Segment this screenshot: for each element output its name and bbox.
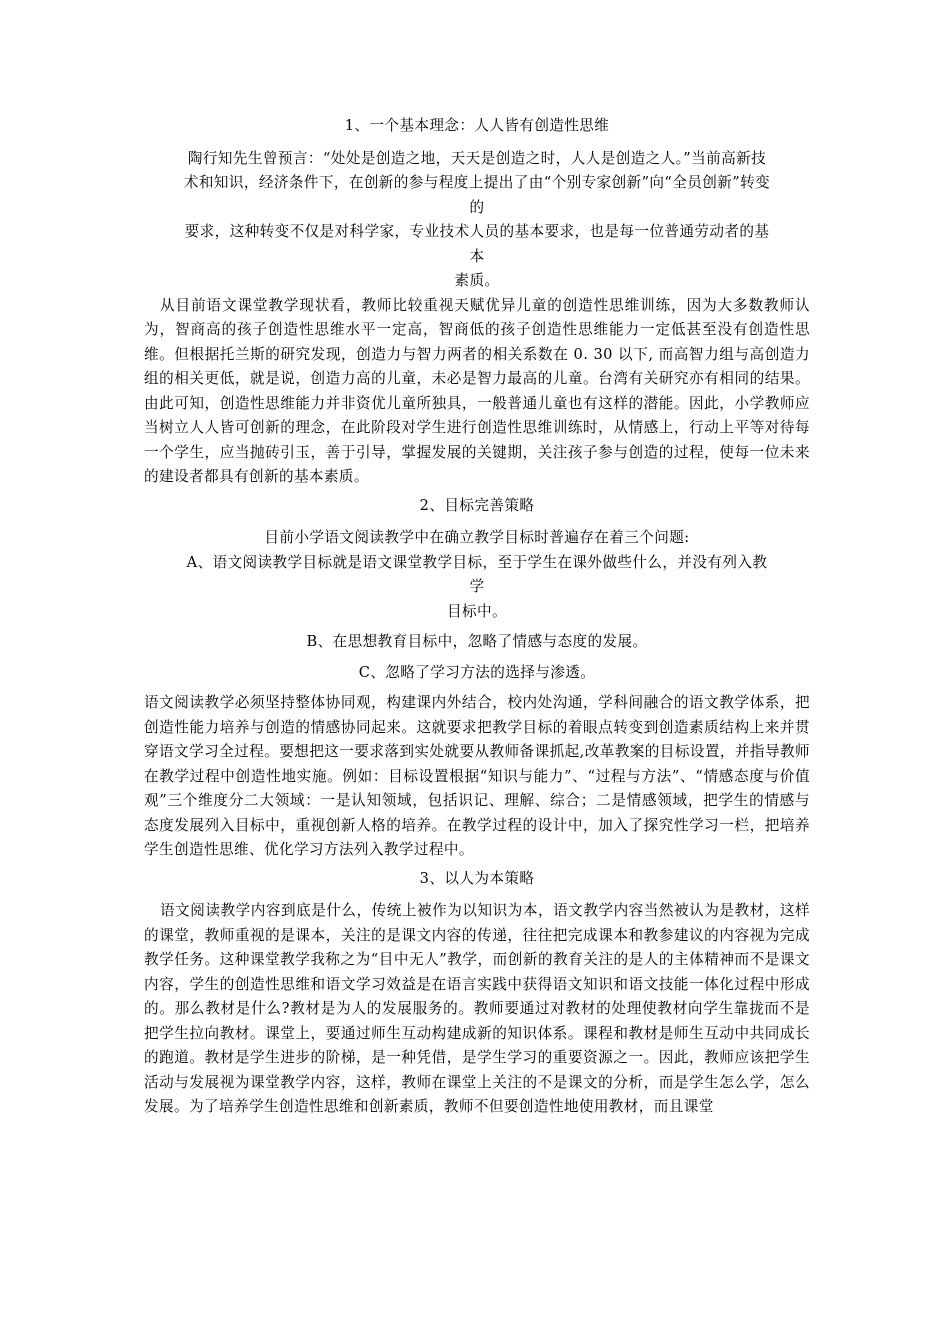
section-1-heading: 1、一个基本理念：人人皆有创造性思维 <box>344 117 610 134</box>
item-a-line: 目标中。 <box>447 602 507 620</box>
quote-line: 本 <box>469 247 485 265</box>
item-a-line: 学 <box>469 578 485 595</box>
section-2-intro: 目前小学语文阅读教学中在确立教学目标时普遍存在着三个问题: <box>264 529 690 546</box>
quote-line: 素质。 <box>454 272 500 289</box>
item-a-line: A、语文阅读教学目标就是语文课堂教学目标，至于学生在课外做些什么，并没有列入教 <box>186 553 768 571</box>
section-2-item-a <box>144 551 810 625</box>
section-2-paragraph: 语文阅读教学必须坚持整体协同观，构建课内外结合，校内处沟通，学科间融合的语文教学体系，把创造性能力培养与创造的情感协同起来。这就要求把教学目标的着眼点转变到创造素质结构上来并贯穿语文学习全过程。要想把这一要求落到实处就要从教师备课抓起,改革教案的目标设置，并指导教师在教学过程中创造性地实施。例如：目标设置根据“知识与能力”、“过程与方法”、“情感态度与价值观”三个维度分二大领域：一是认知领域，包括识记、理解、综合；二是情感领域，把学生的情感与态度发展列入目标中，重视创新人格的培养。在教学过程的设计中，加入了探究性学习一栏，把培养学生创造性思维、优化学习方法列入教学过程中。 <box>144 694 810 858</box>
section-3-heading: 3、以人为本策略 <box>419 869 535 887</box>
section-1-quote <box>144 147 810 294</box>
section-2-heading: 2、目标完善策略 <box>419 496 535 514</box>
section-2-item-c: C、忽略了学习方法的选择与渗透。 <box>358 663 596 681</box>
quote-line: 术和知识，经济条件下，在创新的参与程度上提出了由“个别专家创新”向“全员创新”转变 <box>183 174 771 191</box>
document-body <box>144 114 810 1120</box>
quote-line: 要求，这种转变不仅是对科学家，专业技术人员的基本要求，也是每一位普通劳动者的基 <box>184 223 770 240</box>
section-2-item-b: B、在思想教育目标中，忽略了情感与态度的发展。 <box>306 633 648 650</box>
section-3-paragraph: 语文阅读教学内容到底是什么，传统上被作为以知识为本，语文教学内容当然被认为是教材，这样的课堂，教师重视的是课本，关注的是课文内容的传递，往往把完成课本和教参建议的内容视为完成教学任务。这种课堂教学我称之为“目中无人”教学，而创新的教育关注的是人的主体精神而不是课文内容，学生的创造性思维和语文学习效益是在语言实践中获得语文知识和语文技能一体化过程中形成的。那么教材是什么?教材是为人的发展服务的。教师要通过对教材的处理使教材向学生靠拢而不是把学生拉向教材。课堂上，要通过师生互动构建成新的知识体系。课程和教材是师生互动中共同成长的跑道。教材是学生进步的阶梯，是一种凭借，是学生学习的重要资源之一。因此，教师应该把学生活动与发展视为课堂教学内容，这样，教师在课堂上关注的不是课文的分析，而是学生怎么学，怎么发展。为了培养学生创造性思维和创新素质，教师不但要创造性地使用教材，而且课堂 <box>144 902 810 1115</box>
section-1-paragraph: 从目前语文课堂教学现状看，教师比较重视天赋优异儿童的创造性思维训练，因为大多数教师认为，智商高的孩子创造性思维水平一定高，智商低的孩子创造性思维能力一定低甚至没有创造性思维。但根据托兰斯的研究发现，创造力与智力两者的相关系数在 0. 30 以下, 而高智力组与高创造力组的相关更低，就是说，创造力高的儿童，未必是智力最高的儿童。台湾有关研究亦有相同的结果。由此可知，创造性思维能力并非资优儿童所独具，一般普通儿童也有这样的潜能。因此，小学教师应当树立人人皆可创新的理念，在此阶段对学生进行创造性思维训练时，从情感上，行动上平等对待每一个学生，应当抛砖引玉，善于引导，掌握发展的关键期，关注孩子参与创造的过程，使每一位未来的建设者都具有创新的基本素质。 <box>144 296 810 485</box>
quote-line: 陶行知先生曾预言：“处处是创造之地，天天是创造之时，人人是创造之人。”当前高新技 <box>187 149 767 167</box>
quote-line: 的 <box>469 198 485 216</box>
